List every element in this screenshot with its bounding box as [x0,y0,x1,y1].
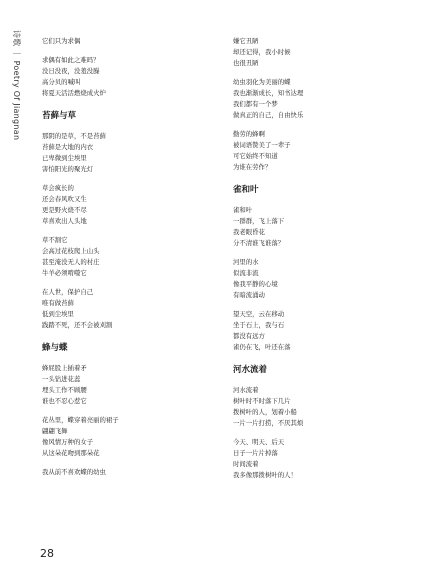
stanza [233,36,383,69]
stanza [42,467,192,478]
poem-line: 还会春风吹又生 [42,195,87,203]
poem-line: 像风情万种的女子 [42,438,94,446]
poem-title: 河水流着 [233,365,268,375]
poem-line: 可它始终不知道 [233,152,278,160]
poem-line: 从这朵花吻到那朵花 [42,449,100,457]
poem-line: 会高过花枝爬上山头 [42,247,100,255]
poem-line: 没日没夜，没羞没臊 [42,67,100,75]
poem-line: 勤劳的蜂啊 [233,130,265,138]
stanza [233,257,383,301]
poem-line: 分不清谁飞谁落？ [233,239,285,247]
poem-line: 践踏不死，还不会被刈割 [42,321,113,329]
poem-line: 高分贝的喊叫 [42,78,81,86]
stanza [233,205,383,249]
poem-line: 唯有做苔藓 [42,299,74,307]
poem-line: 牛羊必须啃噬它 [42,269,87,277]
poem-line: 它们只为求偶 [42,37,81,45]
stanza [42,131,192,175]
poem-line: 都没有远方 [233,332,265,340]
poem-line: 望天空，云在移动 [233,310,285,318]
poem-line: 树叶时不时落下几片 [233,397,291,405]
poem-line: 嫌它丑陋 [233,37,259,45]
poem-line: 我多像那拨树叶的人！ [233,471,297,479]
poem-line: 求偶有如此之难吗？ [42,56,100,64]
poem-line: 草喜欢出人头地 [42,217,87,225]
poem-line: 日子一片片掉落 [233,449,278,457]
poem-line: 被词语赞美了一辈子 [233,141,291,149]
poem-line: 草不割它 [42,236,68,244]
poem-line: 翩翩飞舞 [42,427,68,435]
poem-line: 今天、明天、后天 [233,438,285,446]
stanza [233,129,383,173]
right-column [233,36,383,481]
poem-line: 花丛里，蝶穿着亮丽的裙子 [42,416,119,424]
poem-line: 为谁在劳作？ [233,163,272,171]
poem-line: 那阴的是草，不是苔藓 [42,132,106,140]
poem-line: 做真正的自己，自由快乐 [233,111,304,119]
poem-line: 低到尘埃里 [42,310,74,318]
poem-line: 时间流着 [233,460,259,468]
stanza [233,77,383,121]
poem-line: 像我平静的心境 [233,280,278,288]
poem-line: 雀仍在飞，叶还在落 [233,343,291,351]
poem-line: 谁也不忍心惹它 [42,397,87,405]
poem-line: 在人世，保护自己 [42,288,94,296]
poem-line: 也很丑陋 [233,59,259,67]
stanza [233,385,383,429]
poem-line: 幼虫羽化为美丽的蝶 [233,78,291,86]
stanza [42,363,192,407]
poem-line: 坐于石上，我与石 [233,321,285,329]
stanza [42,55,192,99]
stanza [42,287,192,331]
poem-line: 我老眼昏花 [233,228,265,236]
poem-line: 苔藓是大地的内衣 [42,143,94,151]
poem-line: 害怕阳光的聚光灯 [42,165,94,173]
poem-title: 雀和叶 [233,185,259,195]
poem-line: 甚至淹没无人的村庄 [42,258,100,266]
poem-line: 更是野火烧不尽 [42,206,87,214]
poem-line: 已卑微到尘埃里 [42,154,87,162]
stanza [42,36,192,47]
poem-line: 却还记得，我小时候 [233,48,291,56]
poem-line: 河水流着 [233,386,259,394]
poem-line: 我们都有一个梦 [233,100,278,108]
stanza [233,437,383,481]
poem-line: 雀和叶 [233,206,253,214]
poem-line: 一头钻进花蕊 [42,375,81,383]
poem-line: 将夏天活活燃烧成火炉 [42,89,106,97]
poem-title: 苔藓与草 [42,111,77,121]
stanza [42,183,192,227]
poem-line: 我也渐渐成长，知书达理 [233,89,304,97]
left-column [42,36,192,478]
poem-line: 似流非流 [233,269,259,277]
poem-line: 河里的水 [233,258,259,266]
poem-line: 拨树叶的人，划着小船 [233,408,297,416]
section-label: 诗歌 ｜ Poetry Of Jiangnan [12,30,21,141]
stanza [233,309,383,353]
poem-line: 一群群，飞上落下 [233,217,285,225]
poem-line: 草会疯长的 [42,184,74,192]
poem-line: 埋头工作不顾腰 [42,386,87,394]
poem-line: 我从前不喜欢蝶的幼虫 [42,468,106,476]
poem-title: 蜂与蝶 [42,343,68,353]
stanza [42,235,192,279]
poem-line: 蜂屁股上插着矛 [42,364,87,372]
page-number: 28 [40,547,54,560]
poem-line: 一片一片打捞，不厌其烦 [233,419,304,427]
stanza [42,415,192,459]
poem-line: 有暗流涌动 [233,291,265,299]
